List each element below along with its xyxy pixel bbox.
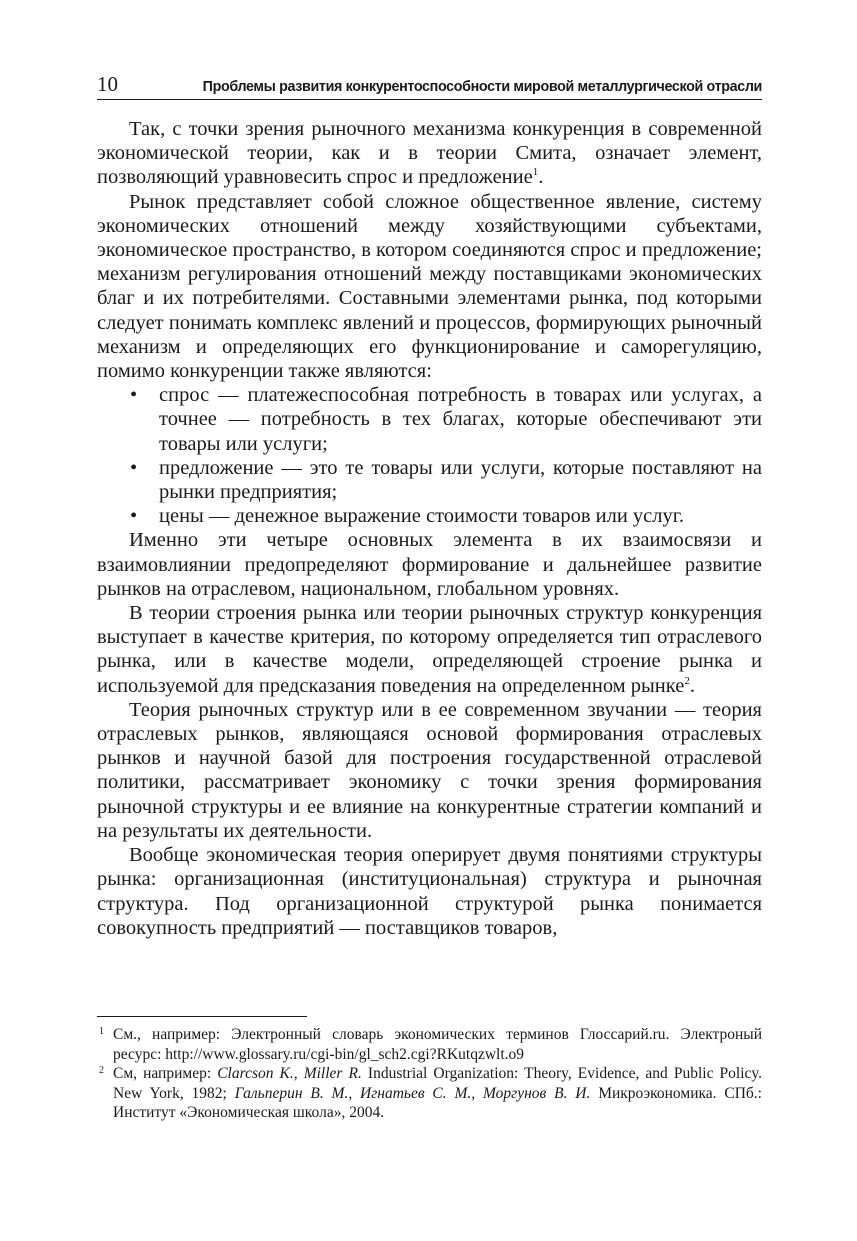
list-item: [97, 383, 762, 456]
bullet-list: [97, 383, 762, 528]
footnote-1: [97, 1025, 762, 1064]
list-item: [97, 504, 762, 528]
footnote-text: См., например: Электронный словарь экономических терминов Глоссарий.ru. Электроный ресурс: http://www.glossary.ru/cgi-bin/gl_sch2.cgi?RKutqzwlt.o9: [113, 1026, 762, 1063]
bullet-icon: •: [130, 456, 138, 479]
paragraph-1-end: .: [538, 166, 544, 189]
paragraph-1: [97, 117, 762, 190]
footnote-authors: Гальперин В. М., Игнатьев С. М., Моргунов В. И.: [234, 1084, 591, 1102]
footnote-ref-1[interactable]: 1: [532, 166, 539, 179]
bullet-icon: •: [130, 384, 138, 407]
paragraph-4-end: .: [689, 674, 695, 697]
footnote-title: Микроэкономика. СПб.: Институт «Экономическая школа», 2004.: [113, 1084, 762, 1121]
paragraph-4-text: В теории строения рынка или теории рыночных структур конкуренция выступает в качестве критерия, по которому определяется тип отраслевого рынка, или в качестве модели, определяющей строение рынка и используемой для предсказания поведения на определенном рынке: [97, 602, 762, 697]
running-header: [97, 72, 762, 100]
bullet-icon: •: [130, 505, 138, 528]
paragraph-5: Теория рыночных структур или в ее современном звучании — теория отраслевых рынков, являющаяся основой формирования отраслевых рынков и научной базой для построения государственной отраслевой политики, рассматривает экономику с точки зрения формирования рыночной структуры и ее влияние на конкурентные стратегии компаний и на результаты их деятельности.: [97, 698, 762, 842]
footnote-mark: 2: [99, 1065, 104, 1076]
footnote-2: [97, 1064, 762, 1123]
list-item: [97, 456, 762, 504]
list-item-text: спрос — платежеспособная потребность в товарах или услугах, а точнее — потребность в тех благах, которые обеспечивают эти товары или услуги;: [159, 384, 762, 455]
page-number: 10: [97, 72, 118, 96]
footnotes: [97, 1025, 762, 1123]
paragraph-6: Вообще экономическая теория оперирует двумя понятиями структуры рынка: организационная (институциональная) структура и рыночная структура. Под организационной структурой рынка понимается совокупность предприятий — поставщиков товаров,: [97, 844, 762, 939]
paragraph-4: [97, 601, 762, 698]
footnote-divider: [97, 1016, 307, 1017]
main-text: [97, 117, 762, 940]
footnote-ref-2[interactable]: 2: [684, 674, 690, 687]
footnote-mark: 1: [99, 1026, 104, 1037]
paragraph-2: Рынок представляет собой сложное общественное явление, систему экономических отношений между хозяйствующими субъектами, экономическое пространство, в котором соединяются спрос и предложение; механизм регулирования отношений между поставщиками экономических благ и их потребителями. Составными элементами рынка, под которыми следует понимать комплекс явлений и процессов, формирующих рыночный механизм и определяющих его функционирование и саморегуляцию, помимо конкуренции также являются:: [97, 190, 762, 383]
footnote-prefix: См, например:: [113, 1065, 218, 1082]
list-item-text: предложение — это те товары или услуги, которые поставляют на рынки предприятия;: [159, 456, 762, 504]
footnote-title: Industrial Organization: Theory, Evidence, and Public Policy. New York, 1982;: [113, 1065, 763, 1102]
list-item-text: цены — денежное выражение стоимости товаров или услуг.: [159, 505, 684, 528]
running-title: Проблемы развития конкурентоспособности мировой металлургической отрасли: [202, 79, 762, 95]
paragraph-3: Именно эти четыре основных элемента в их взаимосвязи и взаимовлиянии предопределяют формирование и дальнейшее развитие рынков на отраслевом, национальном, глобальном уровнях.: [97, 529, 762, 600]
paragraph-1-text: Так, с точки зрения рыночного механизма конкуренция в современной экономической теории, как и в теории Смита, означает элемент, позволяющий уравновесить спрос и предложение: [97, 118, 762, 189]
footnote-authors: Clarcson K., Miller R.: [217, 1065, 362, 1082]
